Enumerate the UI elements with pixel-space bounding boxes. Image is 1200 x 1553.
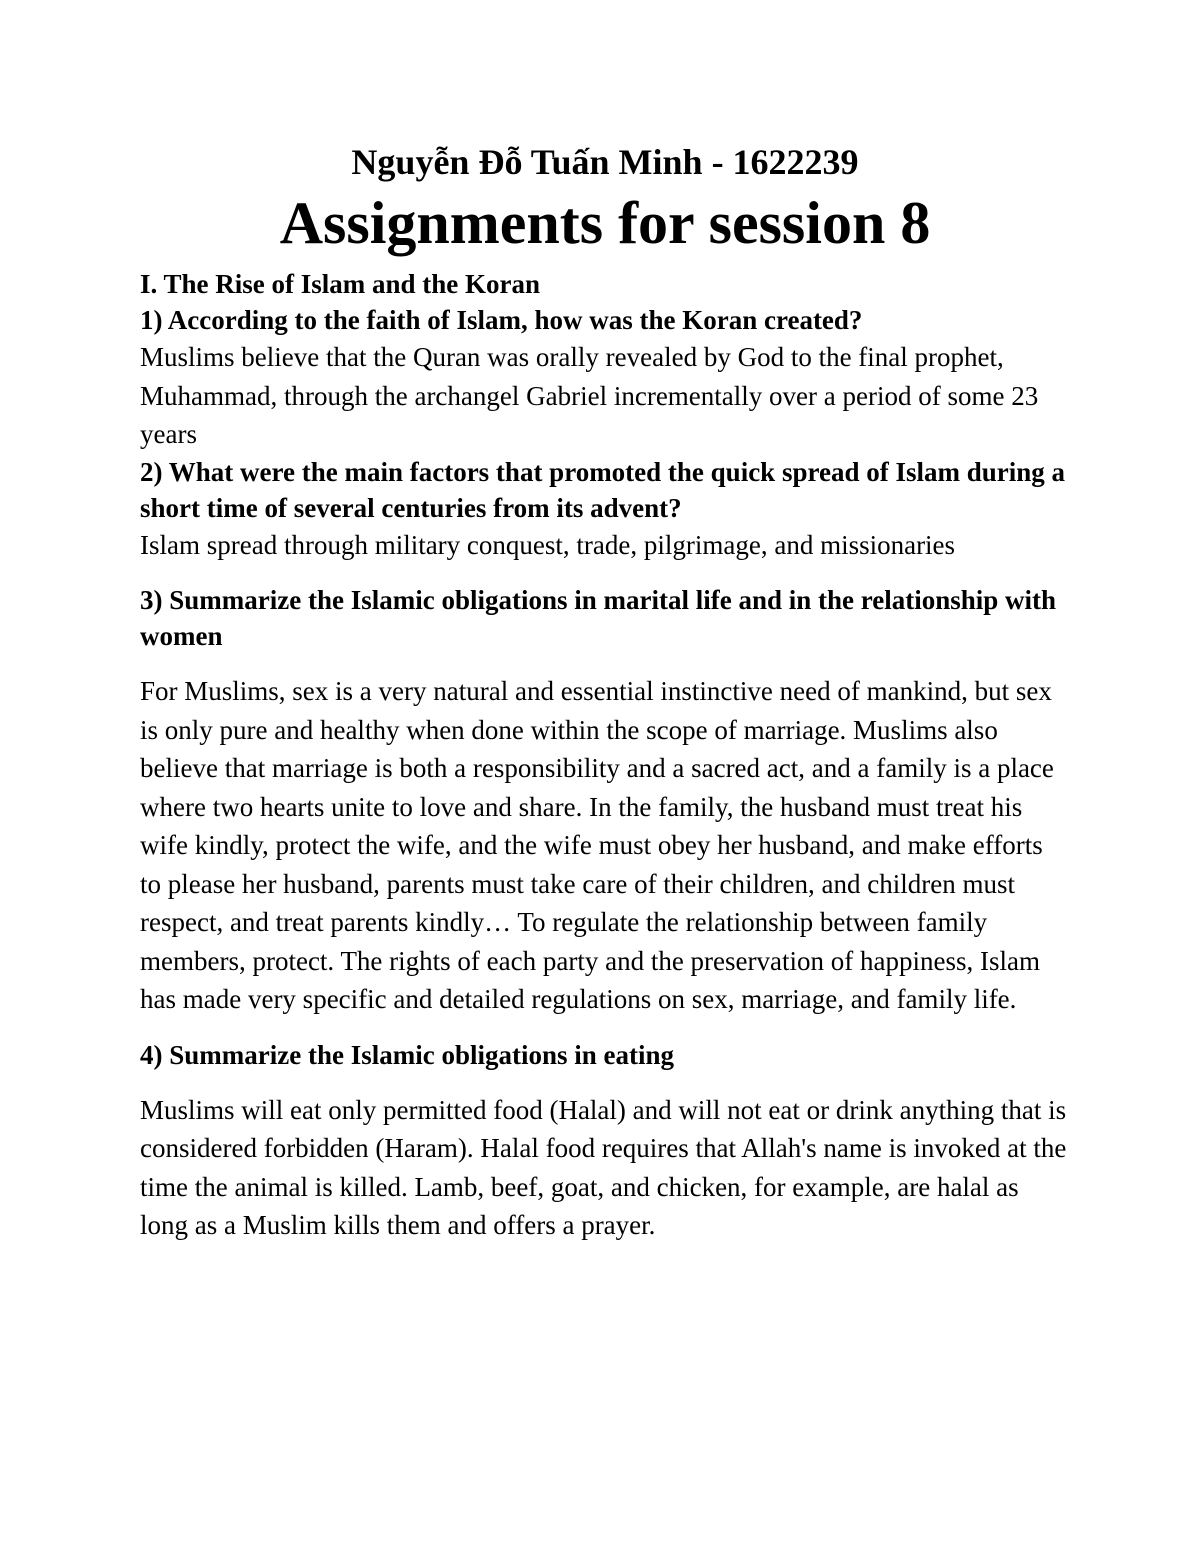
question-1: 1) According to the faith of Islam, how was the Koran created?	[140, 305, 863, 335]
answer-3: For Muslims, sex is a very natural and essential instinctive need of mankind, but sex is only pure and healthy when done within the scope of marriage. Muslims also believe that marriage is both a responsibility and a sacred act, and a family is a place where two hearts unite to love and share. In the family, the husband must treat his wife kindly, protect the wife, and the wife must obey her husband, and make efforts to please her husband, parents must take care of their children, and children must respect, and treat parents kindly… To regulate the relationship between family members, protect. The rights of each party and the preservation of happiness, Islam has made very specific and detailed regulations on sex, marriage, and family life.	[140, 676, 1054, 1014]
answer-4: Muslims will eat only permitted food (Halal) and will not eat or drink anything that is considered forbidden (Haram). Halal food requires that Allah's name is invoked at the time the animal is killed. Lamb, beef, goat, and chicken, for example, are halal as long as a Muslim kills them and offers a prayer.	[140, 1094, 1067, 1240]
question-3: 3) Summarize the Islamic obligations in marital life and in the relationship with women	[140, 585, 1057, 651]
document-page	[140, 138, 1070, 1245]
author-line: Nguyễn Đỗ Tuấn Minh - 1622239	[351, 142, 859, 182]
page-title: Assignments for session 8	[279, 190, 931, 256]
answer-2: Islam spread through military conquest, trade, pilgrimage, and missionaries	[140, 529, 956, 560]
question-2: 2) What were the main factors that promoted the quick spread of Islam during a short time of several centuries from its advent?	[140, 456, 1066, 523]
question-4: 4) Summarize the Islamic obligations in eating	[140, 1039, 674, 1070]
answer-1: Muslims believe that the Quran was orally revealed by God to the final prophet, Muhammad, through the archangel Gabriel incrementally over a period of some 23 years	[140, 342, 1039, 449]
section-heading: I. The Rise of Islam and the Koran	[140, 269, 541, 299]
